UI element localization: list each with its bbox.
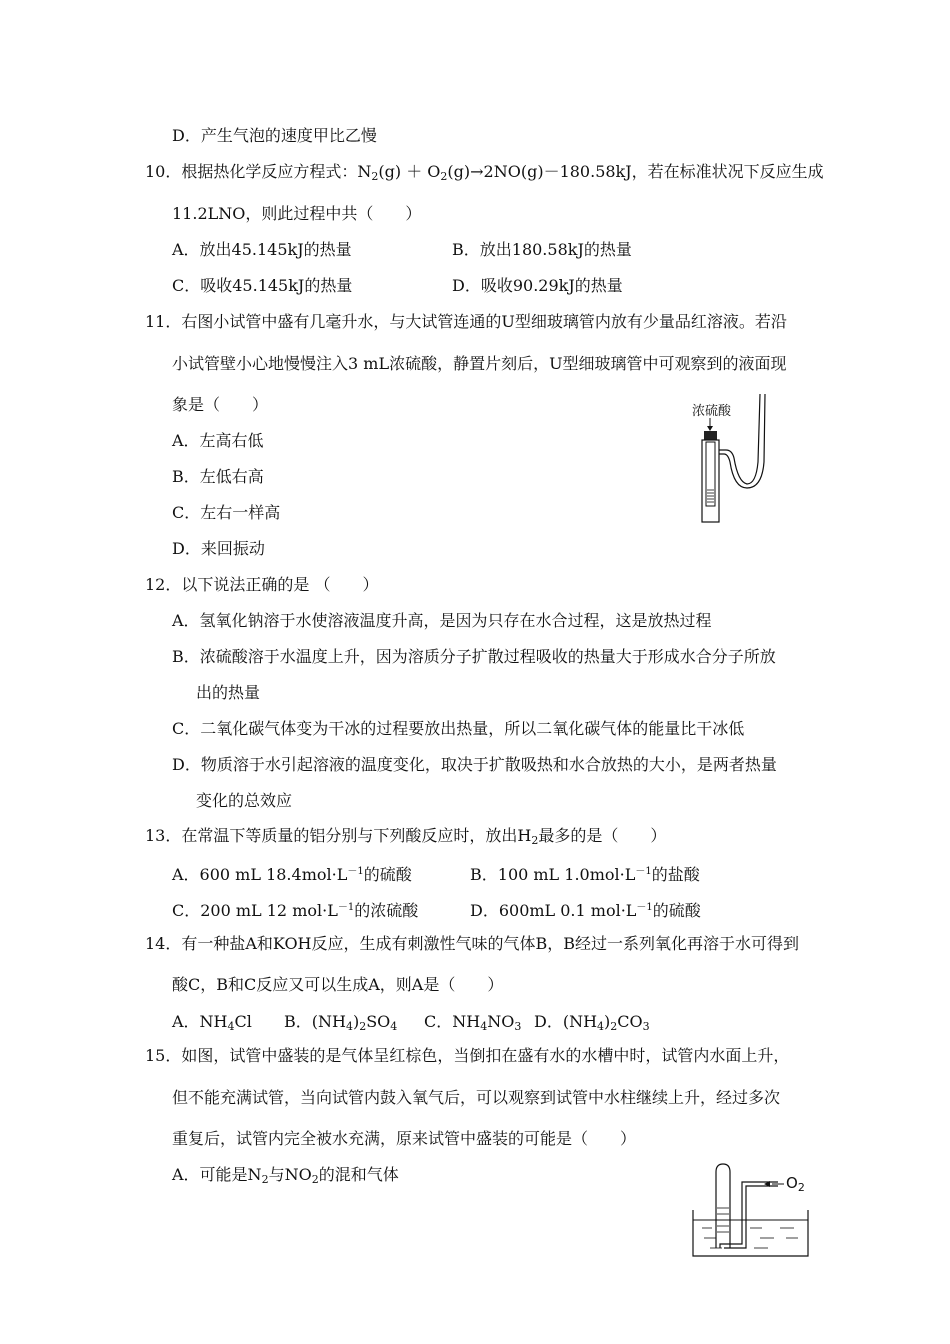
q14-d-pre: D．(NH (534, 1012, 598, 1031)
q12-stem: 12．以下说法正确的是 （ ） (145, 575, 379, 594)
q13-stem (145, 826, 666, 851)
q13-d-tail: 的硫酸 (652, 901, 701, 920)
q11-option-c: C．左右一样高 (172, 503, 281, 522)
q13-c-tail: 的浓硫酸 (354, 901, 419, 920)
q13-d-sup: －1 (636, 902, 653, 913)
q13-b-sup: －1 (635, 866, 652, 877)
q15-stem-1: 15．如图，试管中盛装的是气体呈红棕色，当倒扣在盛有水的水槽中时，试管内水面上升， (145, 1046, 790, 1065)
u-tube-diagram (690, 392, 780, 532)
q14-b-pre: B．(NH (284, 1012, 346, 1031)
q14-d-post: CO (617, 1012, 643, 1031)
q13-b-text: B．100 mL 1.0mol·L (470, 865, 636, 884)
q14-c-pre: C．NH (424, 1012, 481, 1031)
q13-stem-sub: 2 (531, 834, 539, 847)
q10-option-a: A．放出45.145kJ的热量 (172, 240, 352, 259)
q10-sub-1: 2 (371, 170, 379, 183)
q14-a-sub: 4 (227, 1020, 235, 1033)
q13-option-d (470, 898, 701, 921)
q13-b-tail: 的盐酸 (651, 865, 700, 884)
q12-option-a: A．氢氧化钠溶于水使溶液温度升高，是因为只存在水合过程，这是放热过程 (172, 611, 712, 630)
q11-option-d: D．来回振动 (172, 539, 265, 558)
q10-stem (145, 162, 824, 187)
q10-option-c: C．吸收45.145kJ的热量 (172, 276, 353, 295)
q14-b-sub3: 4 (390, 1020, 398, 1033)
q13-a-tail: 的硫酸 (363, 865, 412, 884)
q15-oxygen-label-sub: 2 (797, 1181, 805, 1194)
q14-d-sub1: 4 (597, 1020, 605, 1033)
q15-water-trough-figure (690, 1160, 820, 1260)
q12-option-b-1: B．浓硫酸溶于水温度上升，因为溶质分子扩散过程吸收的热量大于形成水合分子所放 (172, 647, 776, 666)
q13-stem-b: 最多的是（ ） (538, 826, 667, 845)
q15-stem-2: 但不能充满试管，当向试管内鼓入氧气后，可以观察到试管中水柱继续上升，经过多次 (172, 1088, 781, 1107)
q14-b-mid: ) (352, 1012, 360, 1031)
q14-option-d (534, 1012, 650, 1037)
q13-a-text: A．600 mL 18.4mol·L (172, 865, 348, 884)
q11-stem-3: 象是（ ） (172, 395, 269, 414)
q10-option-d: D．吸收90.29kJ的热量 (452, 276, 623, 295)
q10-stem-a: 10．根据热化学反应方程式：N (145, 162, 372, 181)
q10-stem-2: 11.2LNO，则此过程中共（ ） (172, 204, 422, 223)
q14-b-sub1: 4 (345, 1020, 353, 1033)
q11-option-a: A．左高右低 (172, 431, 264, 450)
q14-option-b (284, 1012, 397, 1037)
q13-c-sup: －1 (337, 902, 355, 913)
q14-b-sub2: 2 (359, 1020, 367, 1033)
q10-sub-2: 2 (440, 170, 448, 183)
q14-d-sub3: 3 (642, 1020, 650, 1033)
q15-a-sub2: 2 (311, 1173, 319, 1186)
q13-a-sup: －1 (347, 866, 364, 877)
inverted-tube-diagram (690, 1160, 820, 1260)
q11-figure-label: 浓硫酸 (692, 404, 732, 419)
q12-option-d-1: D．物质溶于水引起溶液的温度变化，取决于扩散吸热和水合放热的大小，是两者热量 (172, 755, 777, 774)
q11-option-b: B．左低右高 (172, 467, 264, 486)
q13-c-text: C．200 mL 12 mol·L (172, 901, 338, 920)
q15-stem-3: 重复后，试管内完全被水充满，原来试管中盛装的可能是（ ） (172, 1129, 637, 1148)
q13-stem-a: 13．在常温下等质量的铝分别与下列酸反应时，放出H (145, 826, 532, 845)
q15-oxygen-label-text: O (786, 1174, 798, 1192)
q14-option-a (172, 1012, 252, 1037)
q13-d-text: D．600mL 0.1 mol·L (470, 901, 637, 920)
q15-a-post: 的混和气体 (318, 1165, 399, 1184)
q14-c-sub2: 3 (514, 1020, 522, 1033)
q13-option-b (470, 862, 700, 885)
q12-option-d-2: 变化的总效应 (196, 791, 293, 810)
q9-option-d: D．产生气泡的速度甲比乙慢 (172, 126, 377, 145)
q12-option-b-2: 出的热量 (196, 683, 261, 702)
q14-stem-1: 14．有一种盐A和KOH反应，生成有刺激性气味的气体B，B经过一系列氧化再溶于水可得到 (145, 934, 800, 953)
q11-stem-1: 11．右图小试管中盛有几毫升水，与大试管连通的U型细玻璃管内放有少量品红溶液。若沿 (145, 312, 787, 331)
q14-c-sub: 4 (480, 1020, 488, 1033)
q14-a-post: Cl (234, 1012, 252, 1031)
q15-a-pre: A．可能是N (172, 1165, 262, 1184)
q10-option-b: B．放出180.58kJ的热量 (452, 240, 632, 259)
q13-option-c (172, 898, 418, 921)
q11-stem-2: 小试管壁小心地慢慢注入3 mL浓硫酸，静置片刻后，U型细玻璃管中可观察到的液面现 (172, 354, 787, 373)
q14-stem-2: 酸C，B和C反应又可以生成A，则A是（ ） (172, 975, 504, 994)
q15-a-sub: 2 (261, 1173, 269, 1186)
q14-a-pre: A．NH (172, 1012, 228, 1031)
q13-option-a (172, 862, 412, 885)
q14-b-post: SO (366, 1012, 391, 1031)
q10-stem-b: (g) ＋ O (378, 162, 441, 181)
q14-d-sub2: 2 (610, 1020, 618, 1033)
q10-stem-c: (g)→2NO(g)－180.58kJ，若在标准状况下反应生成 (447, 162, 824, 181)
q15-option-a (172, 1165, 399, 1190)
q12-option-c: C．二氧化碳气体变为干冰的过程要放出热量，所以二氧化碳气体的能量比干冰低 (172, 719, 745, 738)
q11-apparatus-figure (690, 392, 780, 532)
q15-a-mid: 与NO (268, 1165, 312, 1184)
q14-option-c (424, 1012, 521, 1037)
q14-d-mid: ) (604, 1012, 611, 1031)
q14-c-post: NO (487, 1012, 515, 1031)
